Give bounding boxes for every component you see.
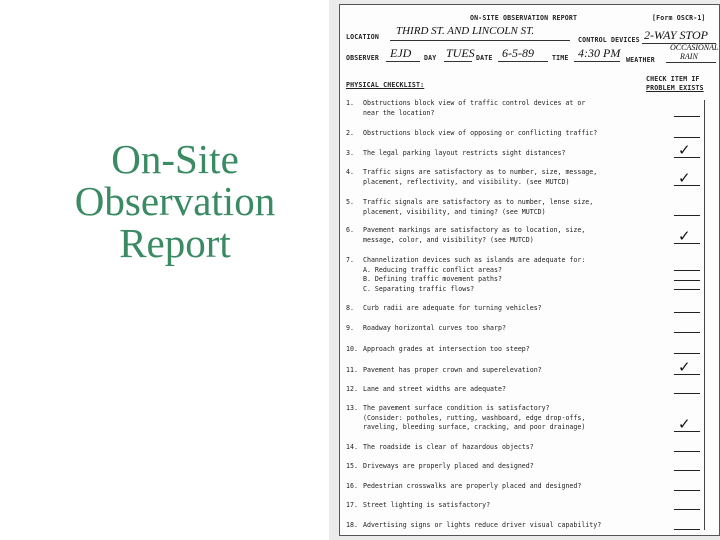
checklist-item-number: 15. <box>346 462 358 470</box>
checklist-item-text <box>346 324 662 334</box>
time-rule <box>574 61 620 62</box>
checklist-item-question: Advertising signs or lights reduce driver visual capability? <box>363 521 602 529</box>
weather-label: WEATHER <box>626 56 655 64</box>
checklist-item-text <box>346 226 662 236</box>
control-devices-value: 2-WAY STOP <box>644 28 708 42</box>
checklist-item-text: B. Defining traffic movement paths? <box>363 275 502 283</box>
problem-check-blank <box>674 451 700 452</box>
checklist-item-question: The pavement surface condition is satisfactory? <box>363 404 550 412</box>
problem-check-blank <box>674 529 700 530</box>
day-label: DAY <box>424 54 437 62</box>
slide-title-line-2: Observation <box>74 178 276 224</box>
checklist-item-text <box>346 404 662 414</box>
right-margin-line <box>704 100 705 530</box>
checklist-item <box>346 404 662 433</box>
checklist-item-number: 7. <box>346 256 354 264</box>
observation-form-image <box>339 4 720 536</box>
checklist-item-text <box>346 501 662 511</box>
checklist-item-question: Street lighting is satisfactory? <box>363 501 491 509</box>
checklist-item <box>346 198 662 217</box>
checklist-heading: PHYSICAL CHECKLIST: <box>346 81 425 89</box>
checklist-item-number: 12. <box>346 385 358 393</box>
checklist-item-number: 8. <box>346 304 354 312</box>
problem-check-blank <box>674 137 700 138</box>
observer-label: OBSERVER <box>346 54 379 62</box>
checklist-item-question: The roadside is clear of hazardous objects? <box>363 443 534 451</box>
check-mark-icon: ✓ <box>678 227 691 245</box>
checklist-item <box>346 345 662 355</box>
control-devices-label: CONTROL DEVICES <box>578 36 640 44</box>
check-mark-icon: ✓ <box>678 414 691 433</box>
problem-check-blank <box>674 215 700 216</box>
observer-value: EJD <box>390 46 412 60</box>
check-mark-icon: ✓ <box>678 358 691 376</box>
checklist-item-text <box>346 385 662 395</box>
checklist-item <box>346 385 662 395</box>
checklist-item-text: raveling, bleeding surface, cracking, and poor drainage) <box>363 423 586 431</box>
check-mark-icon: ✓ <box>678 141 691 159</box>
checklist-item-text <box>346 129 662 139</box>
problem-check-blank <box>674 490 700 491</box>
checklist-item <box>346 443 662 453</box>
problem-check-blank <box>674 312 700 313</box>
slide-title-line-1: On-Site <box>111 136 239 182</box>
checklist-item <box>346 129 662 139</box>
checklist-item-text: C. Separating traffic flows? <box>363 284 475 293</box>
checklist-item <box>346 226 662 245</box>
checklist-item-text <box>346 149 662 159</box>
checklist-item-text: near the location? <box>363 108 435 117</box>
time-value: 4:30 PM <box>578 46 621 60</box>
problem-check-blank <box>674 289 700 290</box>
checklist-item <box>346 256 662 294</box>
checklist-item-question: Roadway horizontal curves too sharp? <box>363 324 506 332</box>
checklist-item-question: The legal parking layout restricts sight distances? <box>363 149 566 157</box>
checklist-item-number: 16. <box>346 482 358 490</box>
problem-check-blank <box>674 270 700 271</box>
checklist-item-text: placement, visibility, and timing? (see MUTCD) <box>363 207 546 216</box>
date-value: 6-5-89 <box>502 46 534 60</box>
checklist-item-text <box>346 198 662 208</box>
checklist-item <box>346 99 662 118</box>
checklist-item-question: Obstructions block view of traffic control devices at or <box>363 99 586 107</box>
slide-title <box>40 138 310 264</box>
checklist-item-text <box>346 345 662 355</box>
checklist-item-number: 1. <box>346 99 354 107</box>
checklist-item-text <box>346 521 662 531</box>
checklist-item-number: 13. <box>346 404 358 412</box>
checklist-item-text <box>346 99 662 109</box>
checklist-item-number: 10. <box>346 345 358 353</box>
checklist-item-text <box>346 462 662 472</box>
checklist-item-question: Channelization devices such as islands are adequate for: <box>363 256 586 264</box>
checklist-item-number: 9. <box>346 324 354 332</box>
checklist-item-text <box>346 366 662 376</box>
checklist-item-number: 5. <box>346 198 354 206</box>
day-rule <box>444 61 472 62</box>
time-label: TIME <box>552 54 569 62</box>
checklist-item-number: 4. <box>346 168 354 176</box>
weather-value-line-1: OCCASIONAL <box>670 43 719 52</box>
checklist-item-question: Driveways are properly placed and designed? <box>363 462 534 470</box>
checklist-item-number: 14. <box>346 443 358 451</box>
form-id: [Form OSCR-1] <box>652 14 706 22</box>
checklist-item-number: 2. <box>346 129 354 137</box>
checklist-item-question: Pedestrian crosswalks are properly placed and designed? <box>363 482 582 490</box>
date-label: DATE <box>476 54 493 62</box>
slide-title-line-3: Report <box>119 220 231 266</box>
checklist-item-number: 11. <box>346 366 358 374</box>
checklist-item <box>346 324 662 334</box>
checklist-item-text <box>346 256 662 266</box>
date-rule <box>498 61 548 62</box>
checklist-item-question: Pavement markings are satisfactory as to location, size, <box>363 226 586 234</box>
problem-check-blank <box>674 393 700 394</box>
checklist-item <box>346 366 662 376</box>
checklist-item-number: 6. <box>346 226 354 234</box>
check-header-line-1: CHECK ITEM IF <box>646 75 700 83</box>
checklist-item-number: 3. <box>346 149 354 157</box>
checklist-item-text <box>346 168 662 178</box>
checklist-item-question: Approach grades at intersection too steep? <box>363 345 530 353</box>
checklist-item-question: Pavement has proper crown and superelevation? <box>363 366 542 374</box>
observer-rule <box>386 61 420 62</box>
checklist-item-text: A. Reducing traffic conflict areas? <box>363 265 502 274</box>
problem-check-blank <box>674 353 700 354</box>
checklist-item-text <box>346 443 662 453</box>
problem-check-blank <box>674 332 700 333</box>
checklist-item <box>346 521 662 531</box>
checklist-item <box>346 482 662 492</box>
checklist-item-text: message, color, and visibility? (see MUTCD) <box>363 235 534 244</box>
checklist-item-question: Traffic signals are satisfactory as to number, lense size, <box>363 198 594 206</box>
checklist-item <box>346 304 662 314</box>
checklist-item <box>346 149 662 159</box>
location-label: LOCATION <box>346 33 379 41</box>
checklist-item-number: 17. <box>346 501 358 509</box>
weather-rule <box>666 62 716 63</box>
weather-value-line-2: RAIN <box>680 52 698 61</box>
problem-check-blank <box>674 280 700 281</box>
checklist-item-text: (Consider: potholes, rutting, washboard, edge drop-offs, <box>363 413 586 422</box>
check-mark-icon: ✓ <box>678 169 691 187</box>
checklist-item-question: Lane and street widths are adequate? <box>363 385 506 393</box>
checklist-item-question: Obstructions block view of opposing or conflicting traffic? <box>363 129 598 137</box>
location-rule <box>390 40 570 41</box>
checklist-item-text: placement, reflectivity, and visibility. (see MUTCD) <box>363 177 570 186</box>
checklist-item-question: Traffic signs are satisfactory as to number, size, message, <box>363 168 598 176</box>
checklist-item-number: 18. <box>346 521 358 529</box>
checklist-item-text <box>346 482 662 492</box>
day-value: TUES <box>446 46 475 60</box>
location-value: THIRD ST. AND LINCOLN ST. <box>396 25 535 37</box>
checklist-item <box>346 462 662 472</box>
check-header-line-2: PROBLEM EXISTS <box>646 84 704 92</box>
checklist-item-question: Curb radii are adequate for turning vehicles? <box>363 304 542 312</box>
checklist-item <box>346 168 662 187</box>
problem-check-blank <box>674 116 700 117</box>
checklist-item <box>346 501 662 511</box>
problem-check-blank <box>674 470 700 471</box>
checklist-item-text <box>346 304 662 314</box>
problem-check-blank <box>674 509 700 510</box>
form-title: ON-SITE OBSERVATION REPORT <box>470 14 578 22</box>
